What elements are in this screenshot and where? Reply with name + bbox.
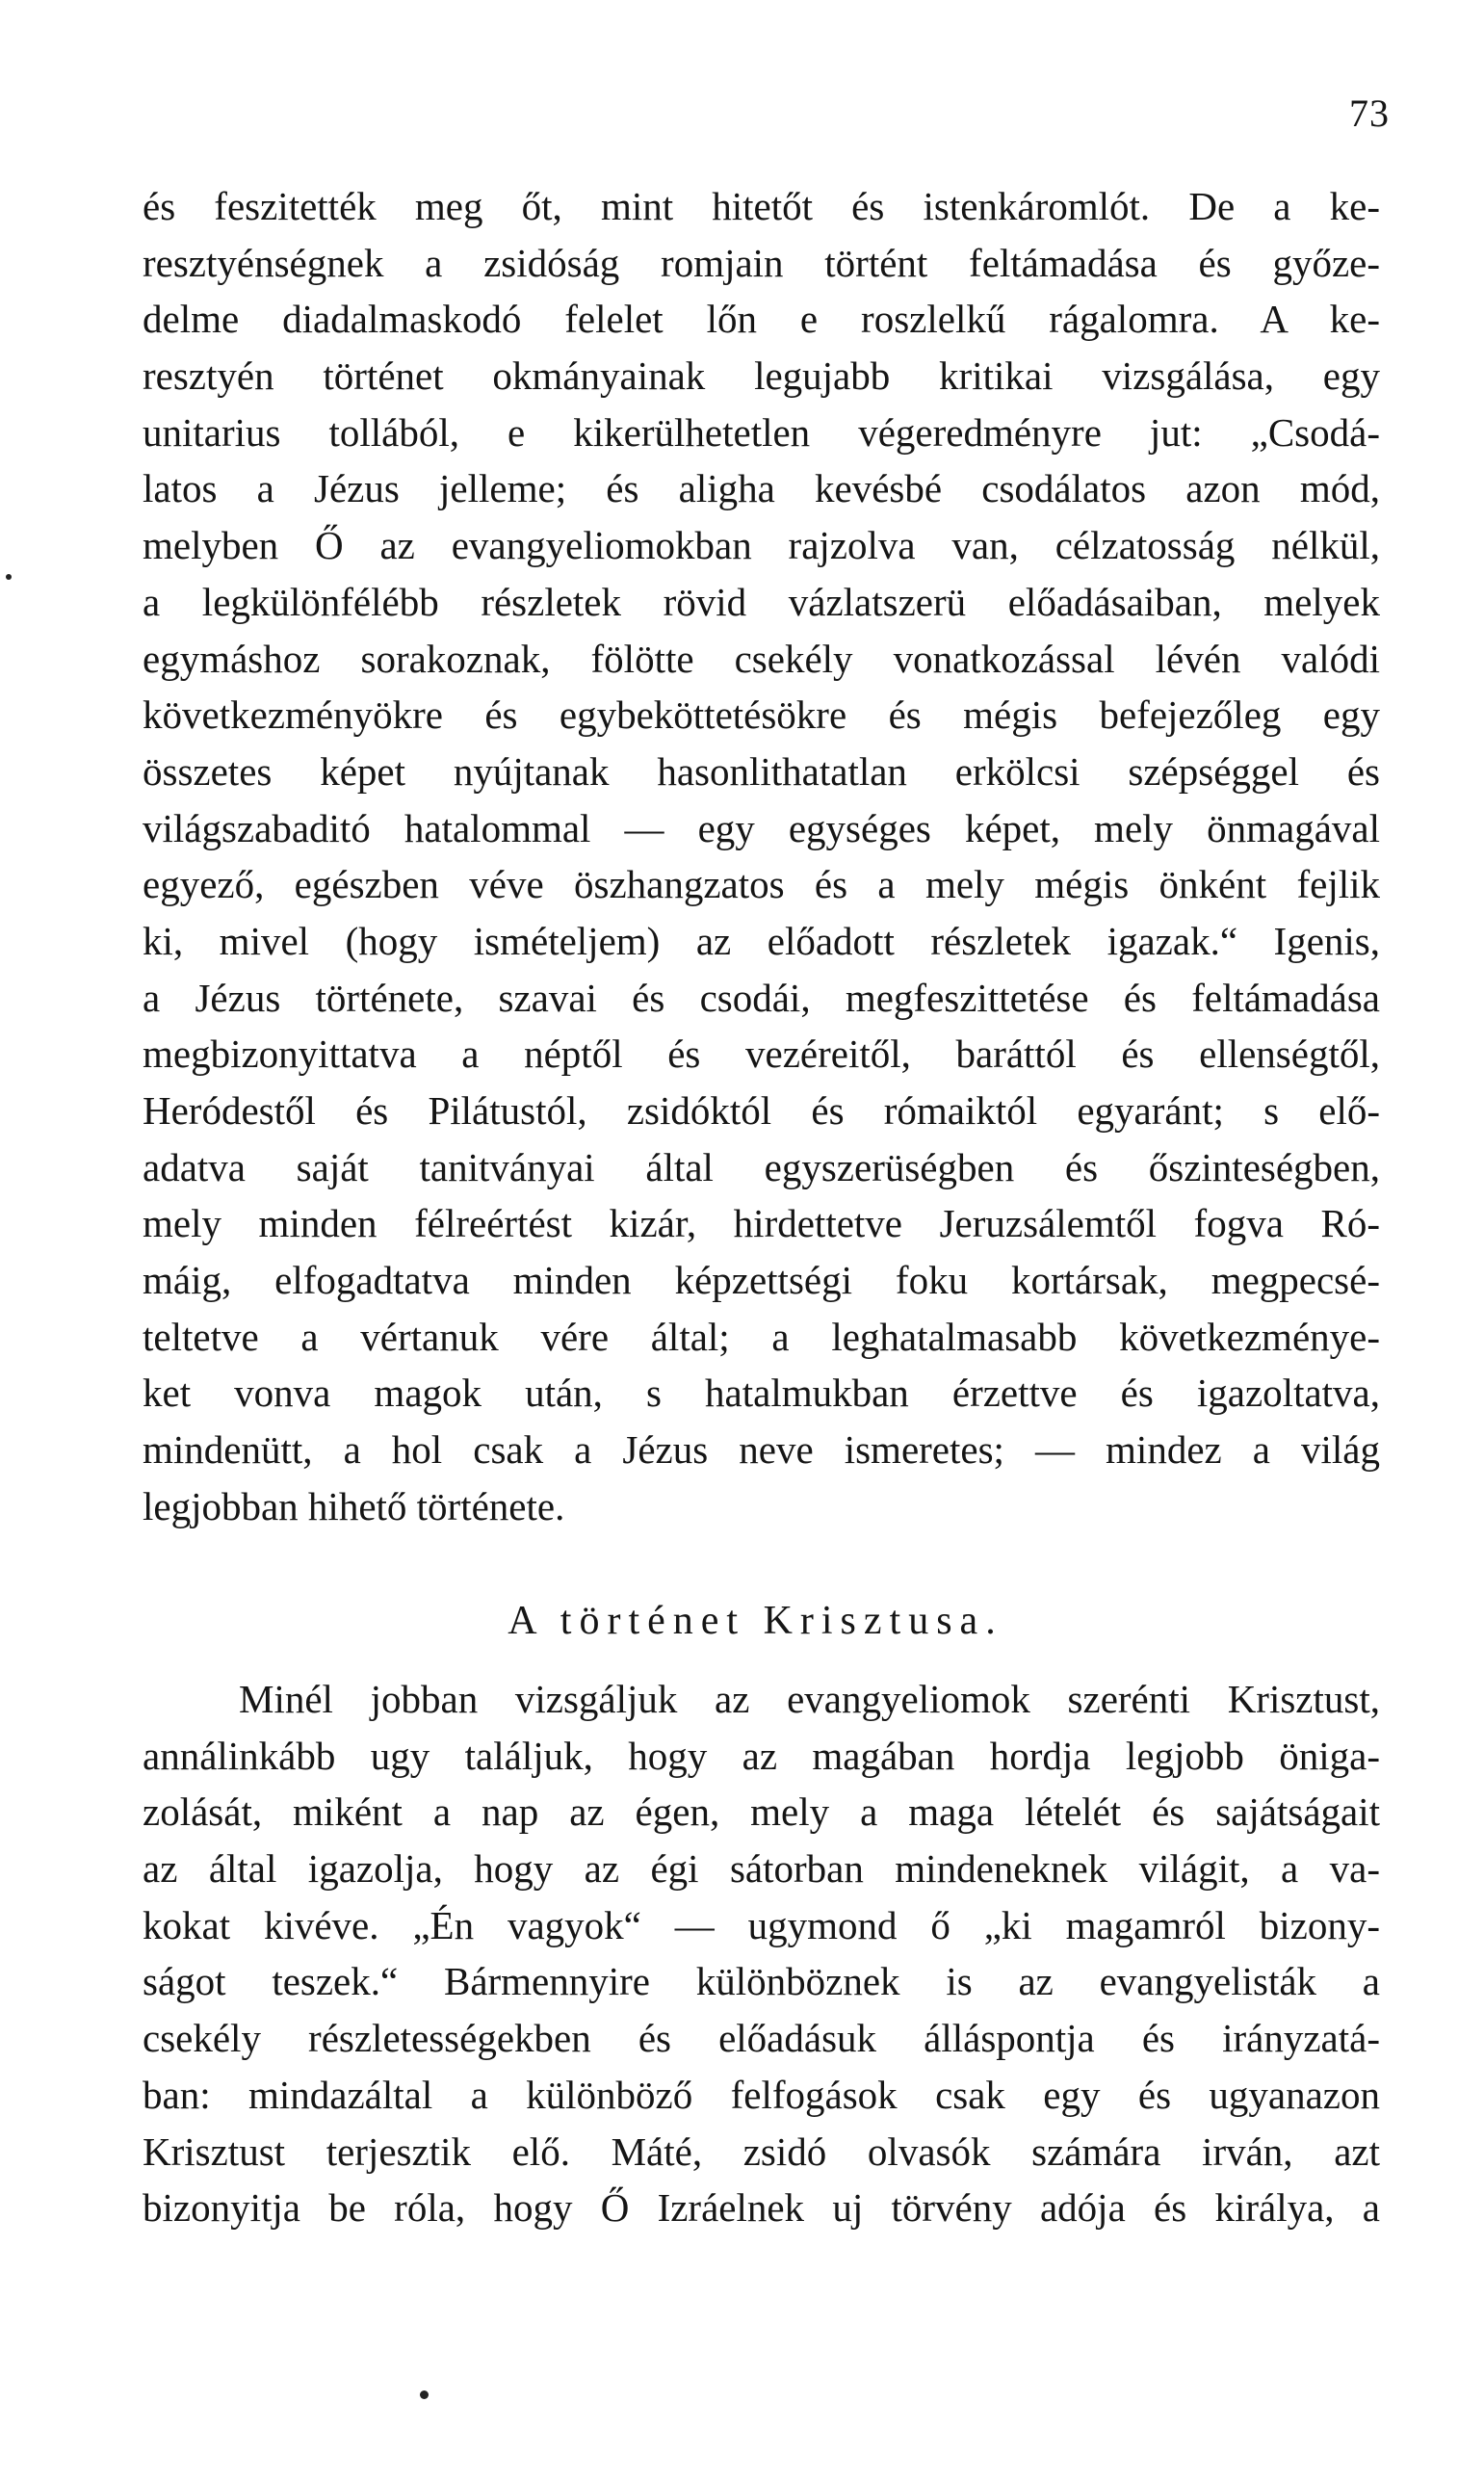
text-line: adatva saját tanitványai által egyszerüségben és őszinteségben, — [143, 1144, 1380, 1189]
page-number: 73 — [1349, 91, 1390, 135]
text-line: megbizonyittatva a néptől és vezéreitől, baráttól és ellenségtől, — [143, 1032, 1380, 1077]
text-line: kokat kivéve. „Én vagyok“ — ugymond ő „ki magamról bizony- — [143, 1902, 1380, 1947]
text-line: unitarius tollából, e kikerülhetetlen végeredményre jut: „Csodá- — [143, 409, 1380, 455]
text-line: a Jézus története, szavai és csodái, megfeszittetése és feltámadása — [143, 975, 1380, 1020]
text-line: zolását, miként a nap az égen, mely a maga lételét és sajátságait — [143, 1789, 1380, 1835]
text-line: Heródestől és Pilátustól, zsidóktól és rómaiktól egyaránt; s elő- — [143, 1088, 1380, 1133]
text-line: Minél jobban vizsgáljuk az evangyeliomok szerénti Krisztust, — [239, 1677, 1380, 1721]
section-heading: A történet Krisztusa. — [508, 1599, 1003, 1643]
text-line: teltetve a vértanuk vére által; a leghatalmasabb következménye- — [143, 1314, 1380, 1359]
text-line: összetes képet nyújtanak hasonlithatatlan erkölcsi szépséggel és — [143, 748, 1380, 794]
text-line: bizonyitja be róla, hogy Ő Izráelnek uj törvény adója és királya, a — [143, 2185, 1380, 2231]
text-line: és feszitették meg őt, mint hitetőt és istenkáromlót. De a ke- — [143, 184, 1380, 228]
print-speck — [420, 2390, 429, 2399]
text-line: egyező, egészben véve öszhangzatos és a mely mégis önként fejlik — [143, 862, 1380, 907]
text-line: világszabaditó hatalommal — egy egységes képet, mely önmagával — [143, 805, 1380, 850]
text-line: csekély részletességekben és előadásuk álláspontja és irányzatá- — [143, 2016, 1380, 2061]
text-line: mindenütt, a hol csak a Jézus neve ismeretes; — mindez a világ — [143, 1427, 1380, 1473]
text-line: következményökre és egybeköttetésökre és mégis befejezőleg egy — [143, 692, 1380, 738]
text-line: legjobban hihető története. — [143, 1483, 565, 1528]
print-speck — [6, 574, 12, 580]
text-line: egymáshoz sorakoznak, fölötte csekély vonatkozással lévén valódi — [143, 636, 1380, 681]
paragraph-2 — [143, 1671, 1380, 2236]
text-line: máig, elfogadtatva minden képzettségi foku kortársak, megpecsé- — [143, 1258, 1380, 1303]
text-line: az által igazolja, hogy az égi sátorban mindeneknek világit, a va- — [143, 1846, 1380, 1892]
text-line: ban: mindazáltal a különböző felfogások csak egy és ugyanazon — [143, 2072, 1380, 2117]
paragraph-1 — [143, 178, 1380, 1535]
text-line: latos a Jézus jelleme; és aligha kevésbé csodálatos azon mód, — [143, 466, 1380, 511]
text-line: Krisztust terjesztik elő. Máté, zsidó olvasók számára irván, azt — [143, 2128, 1380, 2174]
text-line: resztyénségnek a zsidóság romjain történt feltámadása és győze- — [143, 240, 1380, 285]
text-line: ságot teszek.“ Bármennyire különböznek is az evangyelisták a — [143, 1959, 1380, 2004]
text-line: ki, mivel (hogy ismételjem) az előadott részletek igazak.“ Igenis, — [143, 918, 1380, 963]
text-line: annálinkább ugy találjuk, hogy az magában hordja legjobb öniga- — [143, 1733, 1380, 1778]
text-line: mely minden félreértést kizár, hirdettetve Jeruzsálemtől fogva Ró- — [143, 1201, 1380, 1246]
text-line: melyben Ő az evangyeliomokban rajzolva van, célzatosság nélkül, — [143, 523, 1380, 568]
text-line: a legkülönfélébb részletek rövid vázlatszerü előadásaiban, melyek — [143, 579, 1380, 624]
text-line: resztyén történet okmányainak legujabb kritikai vizsgálása, egy — [143, 353, 1380, 399]
text-line: ket vonva magok után, s hatalmukban érzettve és igazoltatva, — [143, 1371, 1380, 1416]
text-line: delme diadalmaskodó felelet lőn e roszlelkű rágalomra. A ke- — [143, 297, 1380, 342]
